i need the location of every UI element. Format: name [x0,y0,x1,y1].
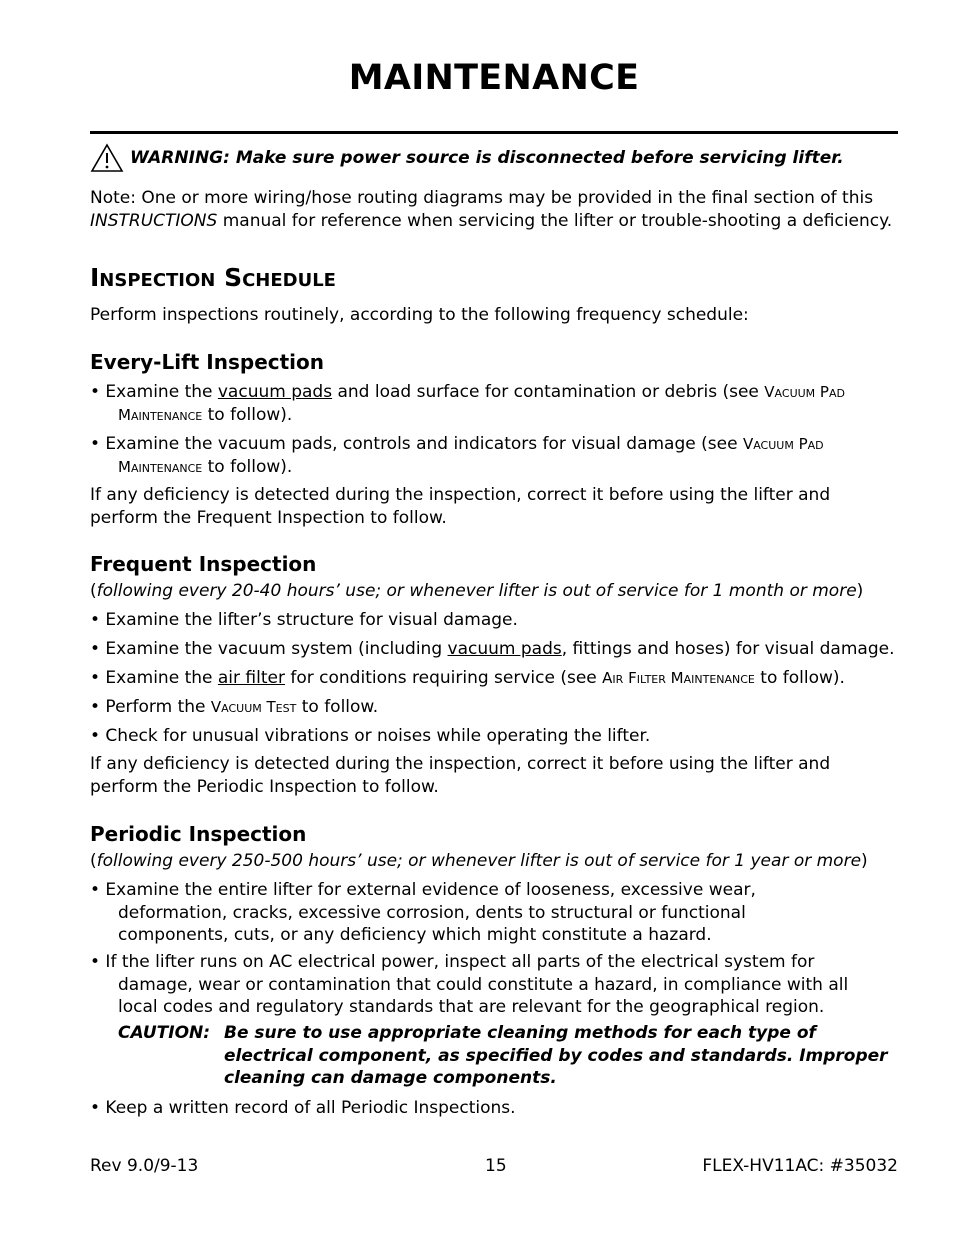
list-item: • Examine the lifter’s structure for visual damage. [90,610,518,630]
item-text: to follow). [754,668,845,688]
footer-revision: Rev 9.0/9-13 [90,1156,199,1176]
warning-triangle-icon [90,143,124,173]
item-text: for conditions requiring service (see [284,668,603,688]
frequent-heading: Frequent Inspection [90,552,317,576]
section-reference: Vacuum Test [210,698,297,716]
vacuum-pads-link[interactable]: vacuum pads [217,382,333,402]
frequent-closing: If any deficiency is detected during the inspection, correct it before using the lifter and perform the Periodic Inspection to follow. [90,754,831,797]
warning-text: WARNING: Make sure power source is disconnected before servicing lifter. [130,148,844,168]
item-text: to follow). [202,404,293,425]
list-item [90,433,898,478]
list-item: • Check for unusual vibrations or noises while operating the lifter. [90,726,651,746]
subtitle-text: following every 20-40 hours’ use; or whenever lifter is out of service for 1 month or more [96,581,857,601]
periodic-heading: Periodic Inspection [90,822,307,846]
list-item [90,381,898,426]
caution-text: Be sure to use appropriate cleaning methods for each type of electrical component, as specified by codes and standards. Improper cleaning can damage components. [224,1023,888,1088]
note-text: Note: One or more wiring/hose routing diagrams may be provided in the final section of this [90,188,874,208]
item-text: • Examine the vacuum pads, controls and indicators for visual damage (see [90,434,743,454]
item-text: • Examine the [90,668,218,688]
list-item [90,638,898,661]
every-lift-heading: Every-Lift Inspection [90,350,325,374]
list-item: • Keep a written record of all Periodic Inspections. [90,1098,516,1118]
note-italic: INSTRUCTIONS [90,211,218,231]
item-text: • Examine the [90,382,218,402]
list-item: • Examine the entire lifter for external evidence of looseness, excessive wear, deformation, cracks, excessive corrosion, dents to structural or functional components, cuts, or any deficiency which might constitute a hazard. [90,880,756,945]
item-text: • Perform the [90,697,211,717]
schedule-intro: Perform inspections routinely, according to the following frequency schedule: [90,305,749,325]
item-text: , fittings and hoses) for visual damage. [561,639,895,659]
section-reference: Vacuum Pad Maintenance [118,435,824,476]
caution-label: CAUTION: [118,1023,211,1043]
note-paragraph [90,187,898,233]
page-title: MAINTENANCE [348,58,640,98]
footer-model: FLEX-HV11AC: #35032 [702,1156,898,1176]
vacuum-pads-link[interactable]: vacuum pads [447,639,562,659]
section-reference: Vacuum Pad Maintenance [118,383,845,424]
item-text: to follow. [296,697,379,717]
section-reference: Air Filter Maintenance [602,669,755,687]
title-divider [90,131,898,134]
section-heading: Inspection Schedule [90,263,336,292]
footer-page-number: 15 [485,1156,507,1176]
item-text: • Examine the vacuum system (including [90,639,448,659]
list-item: • If the lifter runs on AC electrical power, inspect all parts of the electrical system for damage, wear or contamination that could constitute a hazard, in compliance with all local codes and regulatory standards that are relevant for the geographical region. [90,952,849,1017]
item-text: to follow). [202,456,293,477]
item-text: and load surface for contamination or debris (see [332,382,765,402]
warning-banner [90,143,898,173]
periodic-subtitle: (following every 250-500 hours’ use; or whenever lifter is out of service for 1 year or more) [90,851,868,871]
list-item [90,696,898,719]
frequent-subtitle: (following every 20-40 hours’ use; or whenever lifter is out of service for 1 month or more) [90,581,864,601]
every-lift-closing: If any deficiency is detected during the inspection, correct it before using the lifter and perform the Frequent Inspection to follow. [90,485,831,528]
note-text-end: manual for reference when servicing the lifter or trouble-shooting a deficiency. [217,211,893,231]
list-item [90,667,898,690]
subtitle-text: following every 250-500 hours’ use; or whenever lifter is out of service for 1 year or more [96,851,862,871]
air-filter-link[interactable]: air filter [217,668,285,688]
